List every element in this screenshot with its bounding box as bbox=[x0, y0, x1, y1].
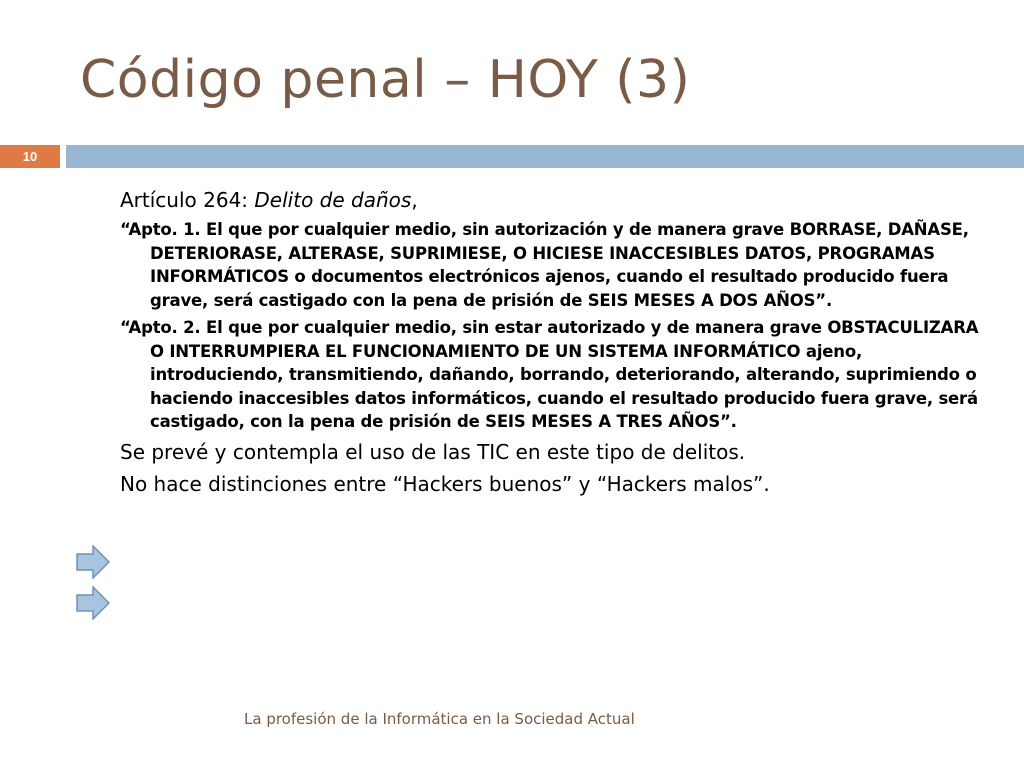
article-name: Delito de daños bbox=[254, 188, 412, 212]
slide-content bbox=[120, 186, 980, 502]
apto-1: “Apto. 1. El que por cualquier medio, sin autorización y de manera grave BORRASE, DAÑASE, DETERIORASE, ALTERASE, SUPRIMIESE, O HICIESE INACCESIBLES DATOS, PROGRAMAS INFORMÁTICOS o documentos electrónicos ajenos, cuando el resultado producido fuera grave, será castigado con la pena de prisión de SEIS MESES A DOS AÑOS”. bbox=[120, 220, 969, 310]
apto-2: “Apto. 2. El que por cualquier medio, sin estar autorizado y de manera grave OBSTACULIZARA O INTERRUMPIERA EL FUNCIONAMIENTO DE UN SISTEMA INFORMÁTICO ajeno, introduciendo, transmitiendo, dañando, borrando, deteriorando, alterando, suprimiendo o haciendo inaccesibles datos informáticos, cuando el resultado producido fuera grave, será castigado, con la pena de prisión de SEIS MESES A TRES AÑOS”. bbox=[120, 318, 979, 431]
arrow-right-icon[interactable] bbox=[76, 586, 110, 620]
article-label: Artículo 264: bbox=[120, 188, 255, 212]
slide-title: Código penal – HOY (3) bbox=[80, 50, 691, 110]
article-heading bbox=[120, 186, 980, 214]
header-rule bbox=[66, 145, 1024, 168]
arrow-right-icon[interactable] bbox=[76, 545, 110, 579]
slide-number: 10 bbox=[0, 145, 60, 168]
point-hackers: No hace distinciones entre “Hackers buenos” y “Hackers malos”. bbox=[120, 471, 770, 496]
article-suffix: , bbox=[411, 188, 418, 212]
footer-text: La profesión de la Informática en la Sociedad Actual bbox=[244, 710, 635, 728]
point-tic: Se prevé y contempla el uso de las TIC en este tipo de delitos. bbox=[120, 439, 746, 464]
